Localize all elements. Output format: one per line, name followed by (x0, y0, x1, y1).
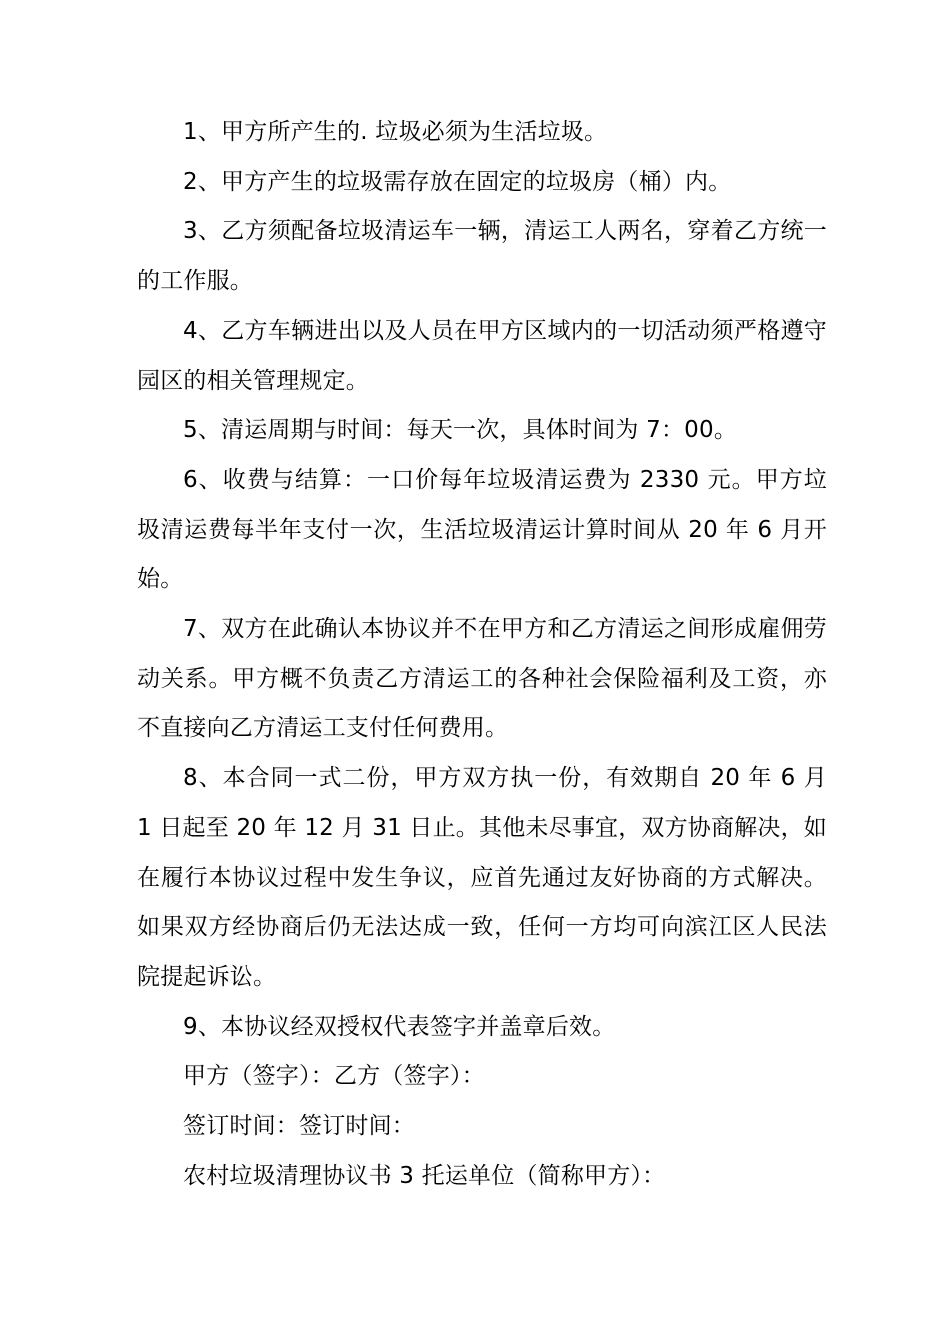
clause-9: 9、本协议经双授权代表签字并盖章后效。 (183, 1013, 616, 1040)
clause-4: 4、乙方车辆进出以及人员在甲方区域内的一切活动须严格遵守园区的相关管理规定。 (137, 317, 827, 394)
clause-3: 3、乙方须配备垃圾清运车一辆，清运工人两名，穿着乙方统一的工作服。 (137, 218, 827, 295)
clause-7: 7、双方在此确认本协议并不在甲方和乙方清运之间形成雇佣劳动关系。甲方概不负责乙方清运工的各种社会保险福利及工资，亦不直接向乙方清运工支付任何费用。 (137, 616, 827, 742)
signature-line: 甲方（签字）：乙方（签字）： (183, 1063, 485, 1090)
clause-1: 1、甲方所产生的. 垃圾必须为生活垃圾。 (183, 119, 608, 145)
clause-2: 2、甲方产生的垃圾需存放在固定的垃圾房（桶）内。 (183, 168, 732, 195)
clause-8: 8、本合同一式二份，甲方双方执一份，有效期自 20 年 6 月 1 日起至 20 年 12 月 31 日止。其他未尽事宜，双方协商解决，如在履行本协议过程中发生争议，应首先通过友好协商的方式解决。如果双方经协商后仍无法达成一致，任何一方均可向滨江区人民法院提起诉讼。 (137, 765, 828, 990)
clause-5: 5、清运周期与时间：每天一次，具体时间为 7：00。 (183, 417, 738, 444)
clause-6: 6、收费与结算：一口价每年垃圾清运费为 2330 元。甲方垃圾清运费每半年支付一次，生活垃圾清运计算时间从 20 年 6 月开始。 (137, 466, 827, 593)
document-body (137, 108, 827, 1201)
signing-date-line: 签订时间：签订时间： (183, 1113, 415, 1140)
next-document-heading: 农村垃圾清理协议书 3 托运单位（简称甲方）： (183, 1162, 666, 1189)
